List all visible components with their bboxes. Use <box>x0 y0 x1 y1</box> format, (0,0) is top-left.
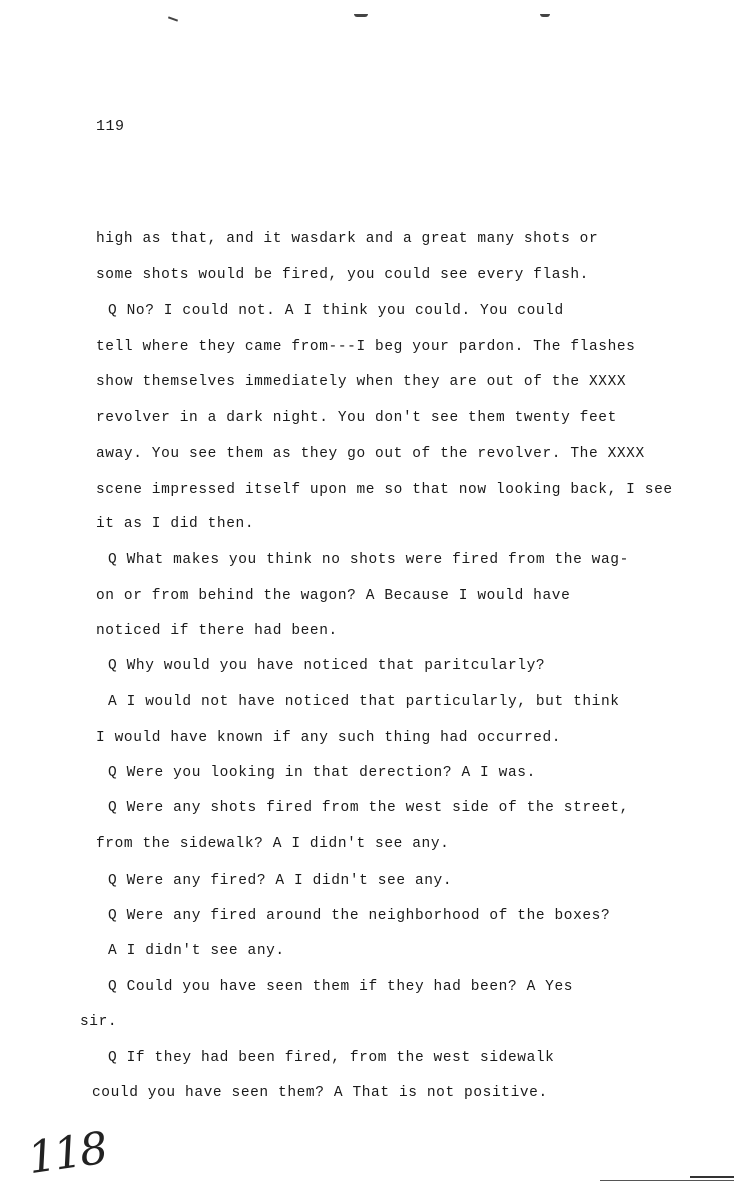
text-line: noticed if there had been. <box>96 623 338 639</box>
text-line: on or from behind the wagon? A Because I would have <box>96 588 571 604</box>
text-line: high as that, and it wasdark and a great many shots or <box>96 231 599 247</box>
text-line: it as I did then. <box>96 516 255 532</box>
scan-mark <box>540 14 550 17</box>
text-line: I would have known if any such thing had occurred. <box>96 730 562 746</box>
page-number: 119 <box>96 118 125 135</box>
text-line: Q Were any fired around the neighborhood of the boxes? <box>108 908 611 924</box>
text-line: Q Could you have seen them if they had been? A Yes <box>108 979 574 995</box>
handwritten-page-number: 118 <box>24 1122 110 1185</box>
text-line: Q If they had been fired, from the west sidewalk <box>108 1050 555 1066</box>
text-line: Q Were any fired? A I didn't see any. <box>108 873 453 889</box>
scan-mark <box>168 16 178 21</box>
text-line: sir. <box>80 1014 118 1030</box>
text-line: revolver in a dark night. You don't see them twenty feet <box>96 410 617 426</box>
text-line: tell where they came from---I beg your pardon. The flashes <box>96 339 636 355</box>
scan-mark <box>600 1180 734 1181</box>
text-line: Q Why would you have noticed that paritcularly? <box>108 658 546 674</box>
text-line: Q Were any shots fired from the west side of the street, <box>108 800 629 816</box>
text-line: Q Were you looking in that derection? A I was. <box>108 765 536 781</box>
scan-mark <box>354 14 368 17</box>
text-line: some shots would be fired, you could see every flash. <box>96 267 589 283</box>
text-line: A I didn't see any. <box>108 943 285 959</box>
text-line: scene impressed itself upon me so that now looking back, I see <box>96 482 673 498</box>
text-line: could you have seen them? A That is not positive. <box>92 1085 548 1101</box>
text-line: Q No? I could not. A I think you could. You could <box>108 303 564 319</box>
text-line: Q What makes you think no shots were fired from the wag- <box>108 552 629 568</box>
text-line: from the sidewalk? A I didn't see any. <box>96 836 450 852</box>
text-line: A I would not have noticed that particularly, but think <box>108 694 620 710</box>
scan-mark <box>690 1176 734 1178</box>
text-line: show themselves immediately when they are out of the XXXX <box>96 374 627 390</box>
text-line: away. You see them as they go out of the revolver. The XXXX <box>96 446 645 462</box>
